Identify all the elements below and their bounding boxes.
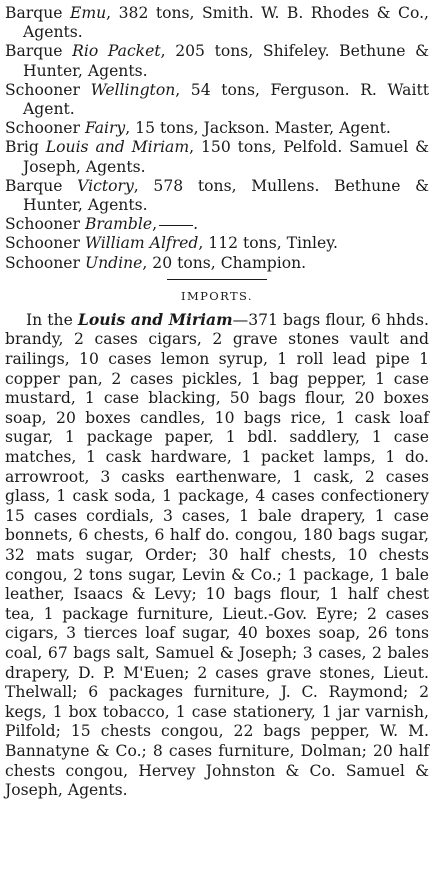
vessel-name: Rio Packet [72, 42, 161, 61]
arrival-entry [5, 138, 429, 176]
vessel-details: , 150 tons, Pelfold. Samuel & Joseph, Agents. [23, 138, 429, 176]
vessel-name: Wellington [90, 80, 176, 99]
arrival-entry [5, 254, 429, 273]
vessel-name: Victory [77, 176, 134, 195]
vessel-type: Barque [5, 4, 63, 22]
vessel-type: Schooner [5, 253, 80, 272]
vessel-details: , 578 tons, Mullens. Bethune & Hunter, Agents. [23, 176, 429, 215]
section-divider [167, 279, 267, 280]
vessel-name: Fairy [84, 119, 126, 138]
vessel-details: , 112 tons, Tinley. [198, 234, 338, 253]
vessel-details: , 205 tons, Shifeley. Bethune & Hunter, Agents. [23, 42, 429, 80]
arrival-entry: Schooner Bramble, . [5, 215, 199, 234]
vessel-details: , 54 tons, Ferguson. R. Waitt Agent. [23, 80, 429, 119]
vessel-name: Undine [84, 253, 143, 272]
arrival-entry [5, 4, 429, 42]
imports-text: —371 bags flour, 6 hhds. brandy, 2 cases cigars, 2 grave stones vault and railings, 10 cases lemon syrup, 1 roll lead pipe 1 copper pan, 2 cases pickles, 1 bag pepper, 1 case mustard, 1 case blacking, 50 bags flour, 20 boxes soap, 20 boxes candles, 10 bags rice, 1 cask loaf sugar, 1 package paper, 1 bdl. saddlery, 1 case matches, 1 cask hardware, 1 packet lamps, 1 do. arrowroot, 3 casks earthenware, 1 cask, 2 cases glass, 1 cask soda, 1 package, 4 cases confectionery 15 cases cordials, 3 cases, 1 bale drapery, 1 case bonnets, 6 chests, 6 half do. congou, 180 bags sugar, 32 mats sugar, Order; 30 half chests, 10 chests congou, 2 tons sugar, Levin & Co.; 1 package, 1 bale leather, Isaacs & Levy; 10 bags flour, 1 half chest tea, 1 package furniture, Lieut.-Gov. Eyre; 2 cases cigars, 3 tierces loaf sugar, 40 boxes soap, 26 tons coal, 67 bags salt, Samuel & Joseph; 3 cases, 2 bales drapery, D. P. M'Euen; 2 cases grave stones, Lieut. Thelwall; 6 packages furniture, J. C. Raymond; 2 kegs, 1 box tobacco, 1 case stationery, 1 jar varnish, Pilfold; 15 chests congou, 22 bags pepper, W. M. Bannatyne & Co.; 8 cases furniture, Dolman; 20 half chests congou, Hervey Johnston & Co. Samuel & Joseph, Agents. [5, 310, 429, 800]
arrival-entry [5, 42, 429, 80]
vessel-type: Schooner [5, 80, 80, 99]
arrival-entry [5, 81, 429, 119]
imports-intro: In the [26, 310, 73, 329]
vessel-details: , 382 tons, Smith. W. B. Rhodes & Co., Agents. [23, 4, 429, 42]
vessel-type: Schooner [5, 234, 80, 253]
imports-ship-name: Louis and Miriam [77, 309, 233, 329]
arrival-entry [5, 234, 429, 253]
vessel-type: Barque [5, 176, 63, 195]
vessel-type: Barque [5, 42, 63, 61]
vessel-details: , 15 tons, Jackson. Master, Agent. [125, 119, 391, 138]
vessel-type: Schooner [5, 215, 80, 234]
vessel-name: Louis and Miriam [45, 138, 190, 157]
vessel-name: William Alfred [84, 234, 199, 253]
vessel-type: Brig [5, 138, 39, 157]
arrival-entry [5, 119, 429, 138]
imports-paragraph [5, 310, 429, 801]
vessel-name: Emu [69, 4, 107, 22]
blank-dash [159, 225, 193, 226]
imports-heading: IMPORTS. [181, 288, 253, 303]
vessel-details: , 20 tons, Champion. [142, 253, 307, 272]
vessel-name: Bramble [84, 215, 153, 234]
shipping-arrivals-list [5, 4, 429, 273]
vessel-type: Schooner [5, 119, 80, 138]
vessel-details: , [152, 215, 158, 234]
arrival-entry [5, 177, 429, 215]
